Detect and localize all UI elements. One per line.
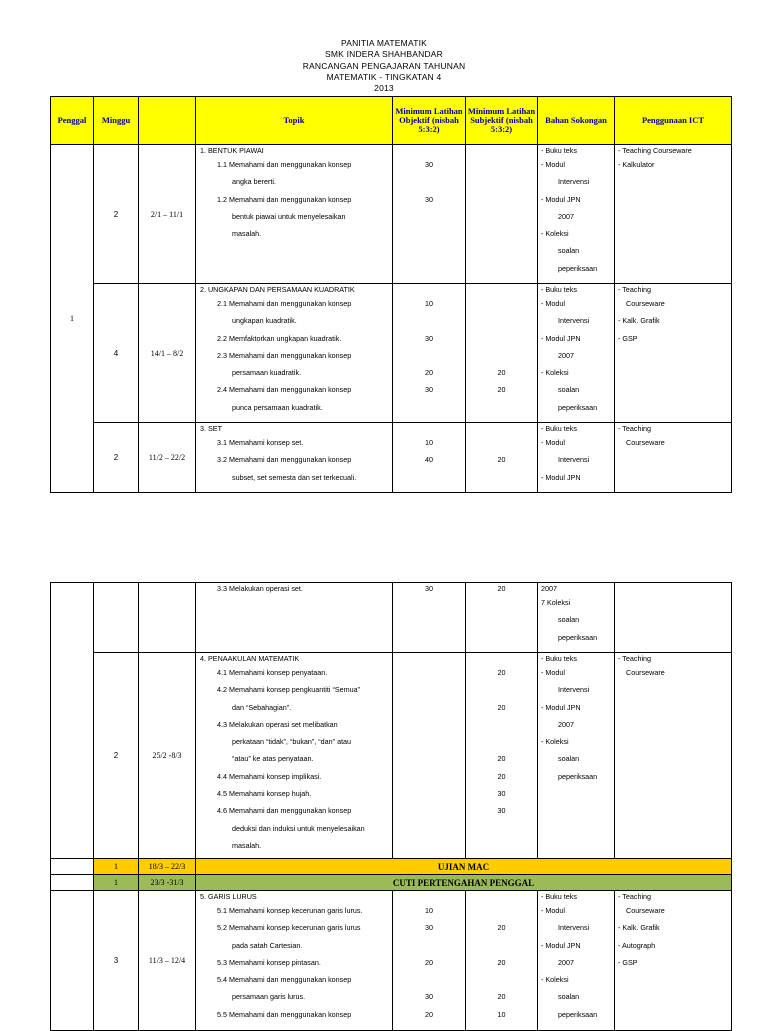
cell-line (393, 768, 465, 785)
cell-line: - Teaching Courseware (618, 146, 692, 155)
cell-line: - Modul JPN (541, 702, 581, 712)
cell-line: 30 (425, 923, 433, 933)
cell-line: soalan (558, 246, 580, 256)
cell-line (615, 347, 731, 364)
cell-line (393, 611, 465, 628)
cell-line: - GSP (618, 957, 638, 967)
cell-line: peperiksaan (558, 263, 598, 273)
objektif-cell (393, 891, 466, 1031)
cell-line: masalah. (232, 229, 262, 239)
cell-line: 20 (425, 368, 433, 378)
bahan-cell (538, 145, 615, 284)
cell-line (466, 611, 537, 628)
cell-line: - Autograph (618, 940, 656, 950)
cell-line (615, 469, 731, 486)
cell-line: 2.4 Memahami dan menggunakan konsep (217, 385, 352, 395)
cell-line (393, 399, 465, 416)
cell-line (393, 347, 465, 364)
cell-line (466, 173, 537, 190)
cell-line: 30 (497, 806, 506, 816)
subjektif-cell (466, 423, 538, 493)
header-year: 2013 (374, 83, 394, 94)
col-subjektif: Minimum Latihan Subjektif (nisbah 5:3:2) (466, 97, 538, 145)
cell-line (393, 242, 465, 259)
cell-line (393, 225, 465, 242)
cell-line: - Kalkulator (618, 160, 655, 169)
cell-line: Intervensi (558, 685, 590, 695)
cell-line: 4.4 Memahami konsep implikasi. (217, 771, 322, 781)
cell-line (393, 594, 465, 611)
cell-line (393, 260, 465, 277)
minggu-cell: 2 (94, 423, 139, 493)
cell-line (466, 891, 537, 902)
cell-line (466, 716, 537, 733)
cell-line: Intervensi (558, 455, 590, 465)
cell-line: Courseware (626, 299, 665, 308)
cell-line (615, 988, 731, 1005)
cell-line: - Buku teks (541, 146, 577, 155)
cell-line: 10 (425, 299, 433, 308)
cell-line (393, 664, 465, 681)
col-topik: Topik (196, 97, 393, 145)
cell-line: - Buku teks (541, 424, 577, 433)
cell-line (466, 594, 537, 611)
cell-line (393, 145, 465, 156)
cell-line: 20 (497, 923, 506, 933)
minggu-cell: 2 (94, 653, 139, 859)
cell-line: - Buku teks (541, 654, 577, 663)
col-ict: Penggunaan ICT (615, 97, 732, 145)
cell-line: ungkapan kuadratik. (232, 316, 297, 326)
minggu-cell (94, 583, 139, 653)
cell-line: - Teaching (618, 654, 652, 663)
cell-line: perkataan “tidak”, “bukan”, “dan” atau (232, 737, 352, 747)
cell-line: - Teaching (618, 424, 652, 433)
cell-line: “atau” ke atas penyataan. (232, 754, 314, 764)
cell-line: - Modul JPN (541, 333, 581, 343)
objektif-cell (393, 423, 466, 493)
cell-line: 30 (425, 992, 433, 1002)
plan-table-page2 (50, 582, 732, 1031)
cell-line: soalan (558, 754, 580, 764)
cell-line: 30 (425, 333, 433, 343)
objektif-cell (393, 583, 466, 653)
cell-line (466, 837, 537, 854)
cell-line (615, 733, 731, 750)
cell-line (466, 423, 537, 434)
cell-line: 20 (497, 668, 506, 677)
cell-line (393, 423, 465, 434)
cell-line (466, 733, 537, 750)
cell-line (196, 260, 392, 277)
cell-line (466, 971, 537, 988)
cell-line: 20 (497, 368, 506, 378)
minggu-cell: 2 (94, 145, 139, 284)
objektif-cell (393, 284, 466, 423)
cell-line: 4.2 Memahami konsep pengkuantiti “Semua” (217, 685, 361, 695)
cell-line: - Modul JPN (541, 472, 581, 482)
cell-line: 2. UNGKAPAN DAN PERSAMAAN KUADRATIK (200, 285, 355, 294)
cell-line: 20 (497, 385, 506, 395)
objektif-cell (393, 653, 466, 859)
cell-line: 4. PENAAKULAN MATEMATIK (200, 654, 300, 663)
cell-line: 2007 (558, 719, 574, 729)
table-row (51, 891, 732, 1031)
cell-line: soalan (558, 385, 580, 395)
cell-line (466, 434, 537, 451)
break-title: CUTI PERTENGAHAN PENGGAL (196, 875, 732, 891)
cell-line: 4.6 Memahami dan menggunakan konsep (217, 806, 352, 816)
ict-cell (615, 423, 732, 493)
ict-cell (615, 891, 732, 1031)
cell-line (466, 469, 537, 486)
cell-line (615, 768, 731, 785)
cell-line: Courseware (626, 438, 665, 447)
cell-line: - Modul JPN (541, 194, 581, 204)
cell-line: 3.3 Melakukan operasi set. (217, 584, 303, 593)
cell-line: 5.1 Memahami konsep kecerunan garis lurus. (217, 906, 363, 915)
penggal-cell (51, 583, 94, 859)
cell-line (466, 191, 537, 208)
cell-line: persamaan garis lurus. (232, 992, 306, 1002)
cell-line (393, 699, 465, 716)
subjektif-cell (466, 653, 538, 859)
penggal-cell (51, 891, 94, 1031)
cell-line: - Kalk. Grafik (618, 316, 660, 326)
cell-line: soalan (558, 615, 580, 625)
header-subject: MATEMATIK - TINGKATAN 4 (326, 71, 442, 82)
ict-cell (615, 583, 732, 653)
cell-line: - Koleksi (541, 975, 569, 985)
cell-line (615, 260, 731, 277)
document-header (0, 38, 768, 94)
cell-line: 20 (425, 1009, 433, 1019)
cell-line (466, 242, 537, 259)
cell-line: Courseware (626, 906, 665, 915)
cell-line: 20 (497, 754, 506, 764)
header-panel: PANITIA MATEMATIK (340, 38, 428, 48)
cell-line: punca persamaan kuadratik. (232, 402, 323, 412)
cell-line (466, 902, 537, 919)
cell-line (615, 699, 731, 716)
cell-line (615, 364, 731, 381)
cell-line (615, 681, 731, 698)
table-row (51, 423, 732, 493)
cell-line (615, 173, 731, 190)
cell-line (196, 594, 392, 611)
cell-line: 20 (425, 957, 433, 967)
penggal-cell (51, 859, 94, 875)
cell-line: 20 (497, 992, 506, 1002)
tarikh-cell: 11/3 – 12/4 (139, 891, 196, 1031)
tarikh-cell: 23/3 -31/3 (139, 875, 196, 891)
cell-line: 10 (425, 906, 433, 915)
cell-line (538, 785, 614, 802)
cell-line (466, 156, 537, 173)
cell-line: - Koleksi (541, 737, 569, 747)
header-plan-title: RANCANGAN PENGAJARAN TAHUNAN (302, 60, 466, 71)
cell-line: - Buku teks (541, 285, 577, 294)
cell-line (615, 837, 731, 854)
cell-line (615, 1006, 731, 1023)
cell-line (393, 716, 465, 733)
minggu-cell: 1 (94, 875, 139, 891)
cell-line: 5. GARIS LURUS (200, 892, 257, 901)
cell-line: - Kalk. Grafik (618, 923, 660, 933)
cell-line: 2007 (558, 211, 574, 221)
tarikh-cell: 18/3 – 22/3 (139, 859, 196, 875)
cell-line (615, 820, 731, 837)
cell-line (466, 145, 537, 156)
cell-line: Intervensi (558, 177, 590, 187)
cell-line: peperiksaan (558, 632, 598, 642)
cell-line: 30 (425, 194, 433, 204)
cell-line (393, 891, 465, 902)
cell-line: peperiksaan (558, 402, 598, 412)
cell-line: soalan (558, 992, 580, 1002)
bahan-cell (538, 583, 615, 653)
cell-line (466, 208, 537, 225)
cell-line (615, 971, 731, 988)
cell-line (393, 837, 465, 854)
cell-line: 3. SET (200, 424, 222, 433)
cell-line (466, 937, 537, 954)
subjektif-cell (466, 145, 538, 284)
cell-line (466, 681, 537, 698)
cell-line (466, 284, 537, 295)
topik-cell (196, 145, 393, 284)
tarikh-cell: 2/1 – 11/1 (139, 145, 196, 284)
cell-line (196, 611, 392, 628)
cell-line (466, 260, 537, 277)
cell-line: 3.1 Memahami konsep set. (217, 438, 304, 447)
topik-cell (196, 891, 393, 1031)
cell-line: pada satah Cartesian. (232, 940, 303, 950)
cell-line: 20 (497, 771, 506, 781)
cell-line (615, 785, 731, 802)
cell-line (615, 208, 731, 225)
cell-line: angka bererti. (232, 177, 276, 187)
cell-line (466, 399, 537, 416)
cell-line (538, 837, 614, 854)
tarikh-cell: 14/1 – 8/2 (139, 284, 196, 423)
cell-line: 5.3 Memahami konsep pintasan. (217, 957, 321, 967)
cell-line: - Modul (541, 160, 565, 169)
cell-line: 40 (425, 455, 433, 465)
cell-line (538, 820, 614, 837)
bahan-cell (538, 284, 615, 423)
cell-line (615, 802, 731, 819)
break-row (51, 875, 732, 891)
cell-line: persamaan kuadratik. (232, 368, 302, 378)
cell-line (393, 971, 465, 988)
cell-line (615, 242, 731, 259)
cell-line (393, 785, 465, 802)
cell-line: peperiksaan (558, 771, 598, 781)
cell-line (393, 653, 465, 664)
cell-line: - Modul (541, 906, 565, 915)
cell-line (393, 284, 465, 295)
plan-table-page1 (50, 96, 732, 493)
cell-line: masalah. (232, 840, 262, 850)
cell-line: 30 (497, 789, 506, 799)
bahan-cell (538, 891, 615, 1031)
tarikh-cell (139, 583, 196, 653)
ict-cell (615, 284, 732, 423)
cell-line (466, 629, 537, 646)
cell-line: 30 (425, 160, 433, 169)
cell-line (393, 937, 465, 954)
cell-line (466, 225, 537, 242)
cell-line: 20 (497, 584, 506, 593)
tarikh-cell: 11/2 – 22/2 (139, 423, 196, 493)
cell-line (393, 681, 465, 698)
cell-line (615, 381, 731, 398)
cell-line: 30 (425, 584, 433, 593)
cell-line: - Modul (541, 438, 565, 447)
ict-cell (615, 653, 732, 859)
cell-line (393, 312, 465, 329)
cell-line: 30 (425, 385, 433, 395)
minggu-cell: 4 (94, 284, 139, 423)
cell-line: 3.2 Memahami dan menggunakan konsep (217, 455, 352, 465)
cell-line: 2007 (558, 350, 574, 360)
col-penggal: Penggal (51, 97, 94, 145)
cell-line (615, 191, 731, 208)
cell-line: deduksi dan induksi untuk menyelesaikan (232, 823, 365, 833)
cell-line: - Koleksi (541, 229, 569, 239)
objektif-cell (393, 145, 466, 284)
exam-row (51, 859, 732, 875)
cell-line: peperiksaan (558, 1009, 598, 1019)
col-minggu: Minggu (94, 97, 139, 145)
cell-line: - Buku teks (541, 892, 577, 901)
cell-line (393, 733, 465, 750)
cell-line: 5.2 Memahami konsep kecerunan garis lurus (217, 923, 361, 933)
cell-line (466, 330, 537, 347)
bahan-cell (538, 423, 615, 493)
cell-line: 7 Koleksi (541, 598, 571, 607)
cell-line: 1. BENTUK PIAWAI (200, 146, 264, 155)
cell-line: 4.3 Melakukan operasi set melibatkan (217, 719, 338, 729)
cell-line: - Teaching (618, 892, 652, 901)
cell-line: 2007 (541, 584, 557, 593)
cell-line (615, 225, 731, 242)
minggu-cell: 1 (94, 859, 139, 875)
cell-line: 2.2 Memfaktorkan ungkapan kuadratik. (217, 333, 342, 343)
subjektif-cell (466, 891, 538, 1031)
cell-line: Intervensi (558, 316, 590, 326)
cell-line: - Modul (541, 299, 565, 308)
cell-line: - Modul JPN (541, 940, 581, 950)
topik-cell (196, 583, 393, 653)
cell-line: 2.3 Memahami dan menggunakan konsep (217, 350, 352, 360)
cell-line: 1.2 Memahami dan menggunakan konsep (217, 194, 352, 204)
cell-line (466, 820, 537, 837)
penggal-cell: 1 (51, 145, 94, 493)
cell-line (615, 716, 731, 733)
cell-line: 2.1 Memahami dan menggunakan konsep (217, 299, 352, 308)
cell-line (466, 295, 537, 312)
cell-line (393, 802, 465, 819)
cell-line (466, 347, 537, 364)
table-row (51, 583, 732, 653)
cell-line: subset, set semesta dan set terkecuali. (232, 472, 357, 482)
cell-line (393, 820, 465, 837)
subjektif-cell (466, 284, 538, 423)
cell-line: bentuk piawai untuk menyelesaikan (232, 211, 346, 221)
cell-line (615, 750, 731, 767)
subjektif-cell (466, 583, 538, 653)
table-row (51, 145, 732, 284)
cell-line: 4.5 Memahami konsep hujah. (217, 789, 312, 799)
cell-line (466, 653, 537, 664)
cell-line: 1.1 Memahami dan menggunakan konsep (217, 160, 352, 169)
cell-line (538, 802, 614, 819)
cell-line (615, 399, 731, 416)
col-objektif: Minimum Latihan Objektif (nisbah 5:3:2) (393, 97, 466, 145)
cell-line: - Modul (541, 668, 565, 677)
header-school: SMK INDERA SHAHBANDAR (324, 49, 444, 60)
penggal-cell (51, 875, 94, 891)
cell-line (393, 208, 465, 225)
table-row (51, 653, 732, 859)
cell-line (196, 242, 392, 259)
col-bahan: Bahan Sokongan (538, 97, 615, 145)
cell-line: 5.5 Memahami dan menggunakan konsep (217, 1009, 352, 1019)
cell-line (615, 451, 731, 468)
cell-line: - Teaching (618, 285, 652, 294)
cell-line: 20 (497, 957, 506, 967)
cell-line: 5.4 Memahami dan menggunakan konsep (217, 975, 352, 985)
ict-cell (615, 145, 732, 284)
exam-title: UJIAN MAC (196, 859, 732, 875)
col-tarikh (139, 97, 196, 145)
topik-cell (196, 423, 393, 493)
cell-line (393, 173, 465, 190)
topik-cell (196, 284, 393, 423)
cell-line: 2007 (558, 957, 574, 967)
bahan-cell (538, 653, 615, 859)
cell-line: 10 (497, 1009, 506, 1019)
tarikh-cell: 25/2 -8/3 (139, 653, 196, 859)
cell-line: 10 (425, 438, 433, 447)
cell-line: dan “Sebahagian”. (232, 702, 292, 712)
cell-line: Courseware (626, 668, 665, 677)
cell-line (393, 750, 465, 767)
cell-line (466, 312, 537, 329)
cell-line: 4.1 Memahami konsep penyataan. (217, 668, 328, 677)
cell-line (393, 469, 465, 486)
cell-line: - GSP (618, 333, 638, 343)
topik-cell (196, 653, 393, 859)
cell-line: 20 (497, 455, 506, 465)
cell-line (393, 629, 465, 646)
cell-line: Intervensi (558, 923, 590, 933)
cell-line: - Koleksi (541, 368, 569, 378)
cell-line: 20 (497, 702, 506, 712)
minggu-cell: 3 (94, 891, 139, 1031)
table-row (51, 284, 732, 423)
cell-line (196, 629, 392, 646)
